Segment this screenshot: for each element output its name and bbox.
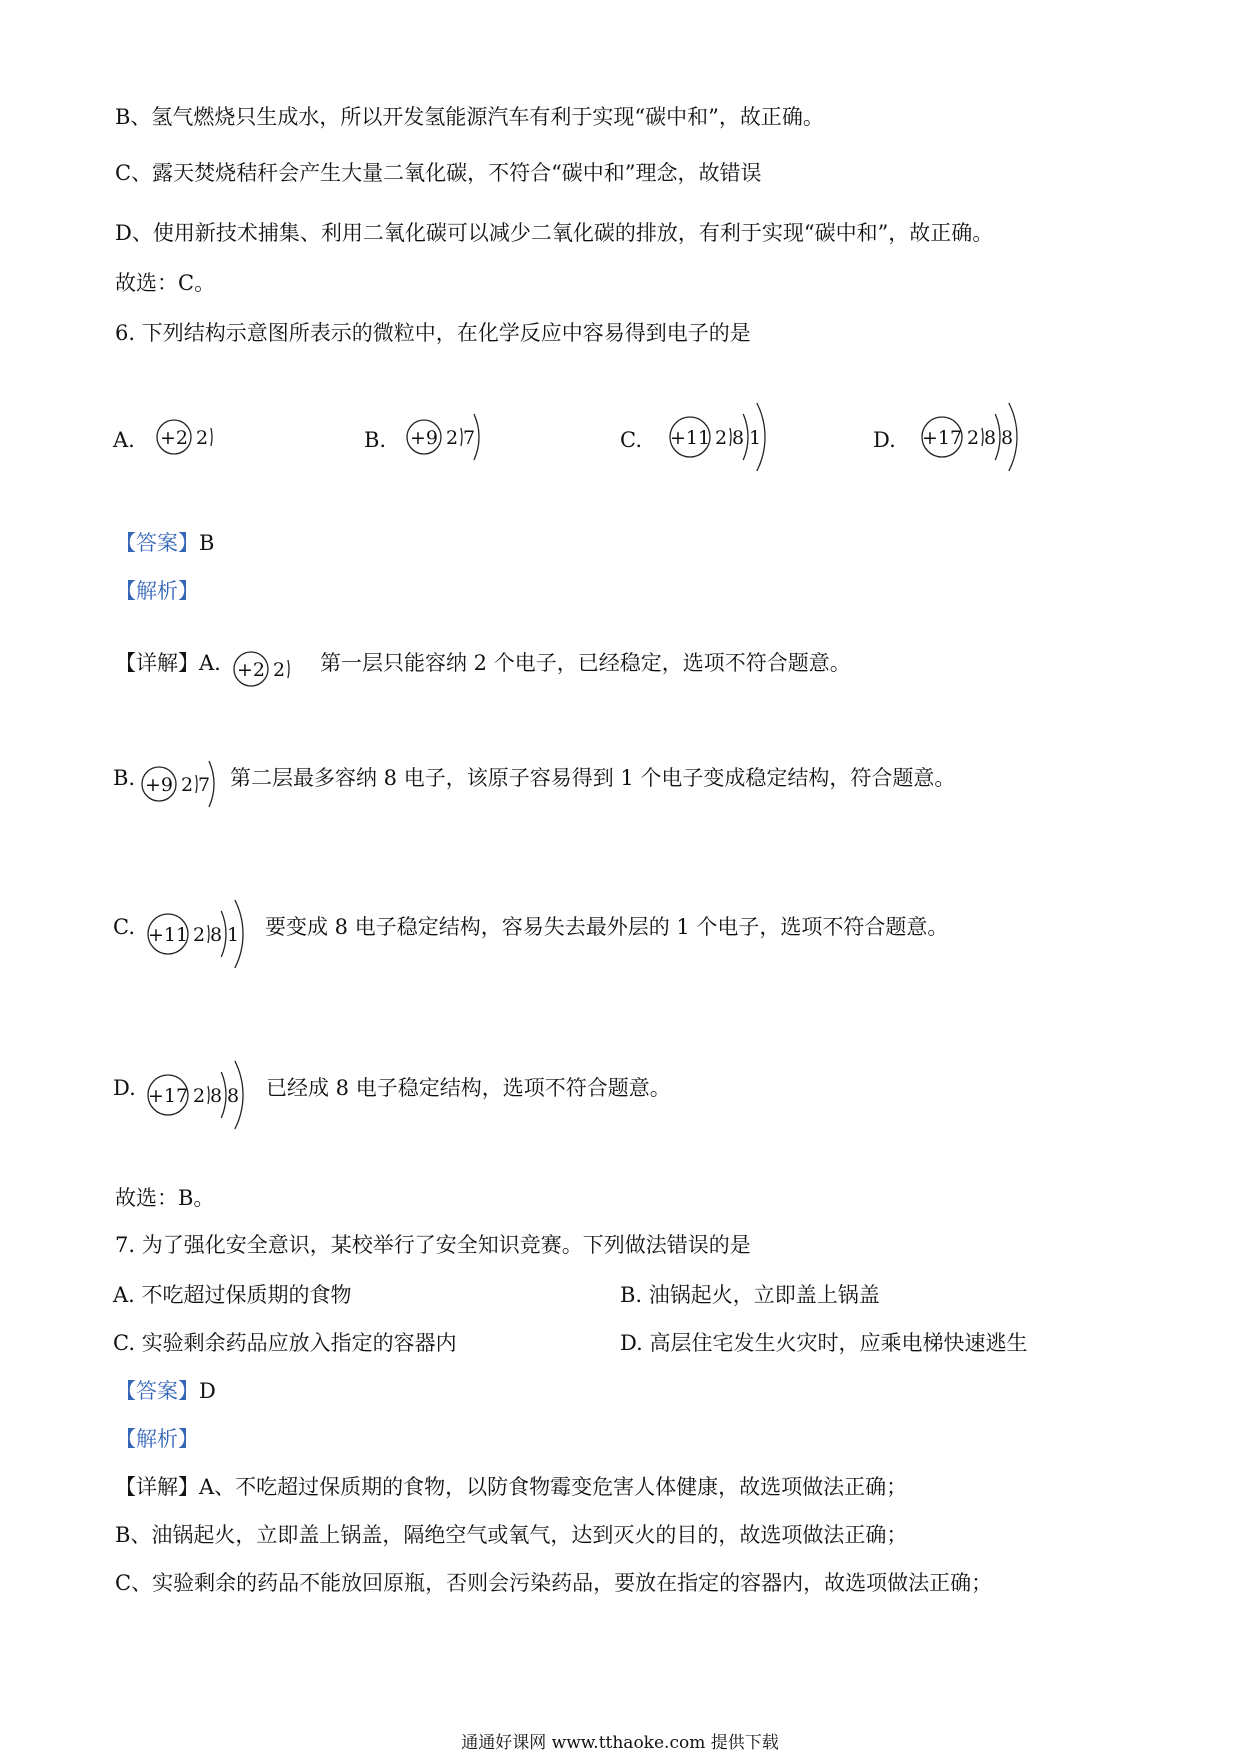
q6-option-b-label: B. bbox=[364, 428, 387, 452]
q5-option-c-explanation: C、露天焚烧秸秆会产生大量二氧化碳，不符合“碳中和”理念，故错误 bbox=[115, 161, 762, 185]
option-text: 高层住宅发生火灾时，应乘电梯快速逃生 bbox=[649, 1331, 1028, 1355]
q6-detail-d-label: D. bbox=[113, 1076, 136, 1100]
answer-value: B bbox=[199, 531, 215, 555]
option-text: 油锅起火，立即盖上锅盖 bbox=[648, 1283, 880, 1307]
q6-option-d-label: D. bbox=[873, 428, 896, 452]
q7-detail-b: B、油锅起火，立即盖上锅盖，隔绝空气或氧气，达到灭火的目的，故选项做法正确； bbox=[115, 1523, 908, 1547]
electron-count: 2 bbox=[272, 659, 286, 681]
electron-count: 8 bbox=[731, 427, 745, 449]
electron-count: 2 bbox=[192, 924, 206, 946]
q6-option-d-diagram bbox=[920, 413, 1029, 461]
electron-shell-arc bbox=[208, 1086, 209, 1104]
electron-shell-arc bbox=[208, 925, 209, 943]
electron-shell-arc bbox=[730, 428, 731, 446]
q6-detail-c-diagram bbox=[146, 910, 255, 958]
q5-option-b-explanation: B、氢气燃烧只生成水，所以开发氢能源汽车有利于实现“碳中和”，故正确。 bbox=[115, 105, 824, 129]
q7-stem: 7. 为了强化安全意识，某校举行了安全知识竞赛。下列做法错误的是 bbox=[115, 1233, 751, 1257]
option-label: C. bbox=[113, 1331, 135, 1355]
q7-detail-a bbox=[115, 1472, 907, 1502]
q7-option-c bbox=[113, 1328, 457, 1358]
q6-option-a-label: A. bbox=[113, 428, 135, 452]
detail-tag: 【详解】 bbox=[115, 1475, 199, 1499]
answer-tag: 【答案】 bbox=[115, 1379, 199, 1403]
q7-answer bbox=[115, 1376, 216, 1406]
q6-detail-a-diagram bbox=[232, 645, 301, 693]
q6-answer bbox=[115, 528, 214, 558]
electron-count: 7 bbox=[197, 774, 211, 796]
nucleus-charge: +9 bbox=[144, 774, 174, 796]
electron-count: 2 bbox=[180, 774, 194, 796]
q6-analysis-tag: 【解析】 bbox=[115, 579, 199, 603]
q7-option-b bbox=[620, 1280, 880, 1310]
q6-detail-a-text: 第一层只能容纳 2 个电子，已经稳定，选项不符合题意。 bbox=[320, 651, 851, 675]
q6-choice: 故选：B。 bbox=[115, 1186, 215, 1210]
q7-option-a bbox=[113, 1280, 352, 1310]
electron-count: 8 bbox=[983, 427, 997, 449]
option-label: B. bbox=[620, 1283, 643, 1307]
option-text: 不吃超过保质期的食物 bbox=[141, 1283, 352, 1307]
detail-tag: 【详解】 bbox=[115, 651, 199, 675]
electron-count: 1 bbox=[226, 924, 240, 946]
electron-shell-arc bbox=[288, 660, 289, 678]
electron-count: 8 bbox=[209, 1085, 223, 1107]
q6-detail-b-label: B. bbox=[113, 766, 136, 790]
q7-detail-c: C、实验剩余的药品不能放回原瓶，否则会污染药品，要放在指定的容器内，故选项做法正确； bbox=[115, 1571, 993, 1595]
q6-option-b-diagram bbox=[405, 413, 491, 461]
q6-detail-a bbox=[115, 648, 221, 678]
electron-shell-arc bbox=[461, 428, 462, 446]
q6-stem: 6. 下列结构示意图所表示的微粒中，在化学反应中容易得到电子的是 bbox=[115, 321, 751, 345]
q7-option-d bbox=[620, 1328, 1027, 1358]
q6-detail-c-label: C. bbox=[113, 915, 135, 939]
electron-count: 2 bbox=[192, 1085, 206, 1107]
electron-count: 2 bbox=[966, 427, 980, 449]
detail-a-label: A. bbox=[199, 651, 221, 675]
electron-count: 7 bbox=[462, 427, 476, 449]
option-label: A. bbox=[113, 1283, 135, 1307]
nucleus-charge: +11 bbox=[147, 924, 189, 946]
electron-count: 2 bbox=[445, 427, 459, 449]
electron-count: 8 bbox=[226, 1085, 240, 1107]
detail-a-text: A、不吃超过保质期的食物，以防食物霉变危害人体健康，故选项做法正确； bbox=[199, 1475, 908, 1499]
q6-detail-b-text: 第二层最多容纳 8 电子，该原子容易得到 1 个电子变成稳定结构，符合题意。 bbox=[230, 766, 956, 790]
q6-detail-d-text: 已经成 8 电子稳定结构，选项不符合题意。 bbox=[266, 1076, 671, 1100]
electron-count: 8 bbox=[209, 924, 223, 946]
answer-value: D bbox=[199, 1379, 216, 1403]
electron-count: 1 bbox=[748, 427, 762, 449]
q6-detail-b-diagram bbox=[140, 760, 226, 808]
page-footer: 通通好课网 www.tthaoke.com 提供下载 bbox=[461, 1733, 779, 1753]
q6-detail-c-text: 要变成 8 电子稳定结构，容易失去最外层的 1 个电子，选项不符合题意。 bbox=[265, 915, 949, 939]
electron-count: 2 bbox=[195, 427, 209, 449]
answer-tag: 【答案】 bbox=[115, 531, 199, 555]
nucleus-charge: +9 bbox=[409, 427, 439, 449]
q6-detail-d-diagram bbox=[146, 1071, 255, 1119]
q7-analysis-tag: 【解析】 bbox=[115, 1427, 199, 1451]
q5-option-d-explanation: D、使用新技术捕集、利用二氧化碳可以减少二氧化碳的排放，有利于实现“碳中和”，故正确。 bbox=[115, 221, 994, 245]
electron-count: 8 bbox=[1000, 427, 1014, 449]
q6-option-c-diagram bbox=[668, 413, 777, 461]
nucleus-charge: +17 bbox=[147, 1085, 189, 1107]
q6-option-c-label: C. bbox=[620, 428, 642, 452]
nucleus-charge: +17 bbox=[921, 427, 963, 449]
nucleus-charge: +11 bbox=[669, 427, 711, 449]
electron-shell-arc bbox=[211, 428, 212, 446]
q5-choice: 故选：C。 bbox=[115, 271, 216, 295]
electron-shell-arc bbox=[196, 775, 197, 793]
electron-shell-arc bbox=[982, 428, 983, 446]
option-text: 实验剩余药品应放入指定的容器内 bbox=[141, 1331, 457, 1355]
electron-count: 2 bbox=[714, 427, 728, 449]
nucleus-charge: +2 bbox=[236, 659, 266, 681]
nucleus-charge: +2 bbox=[159, 427, 189, 449]
option-label: D. bbox=[620, 1331, 643, 1355]
q6-option-a-diagram bbox=[155, 413, 224, 461]
